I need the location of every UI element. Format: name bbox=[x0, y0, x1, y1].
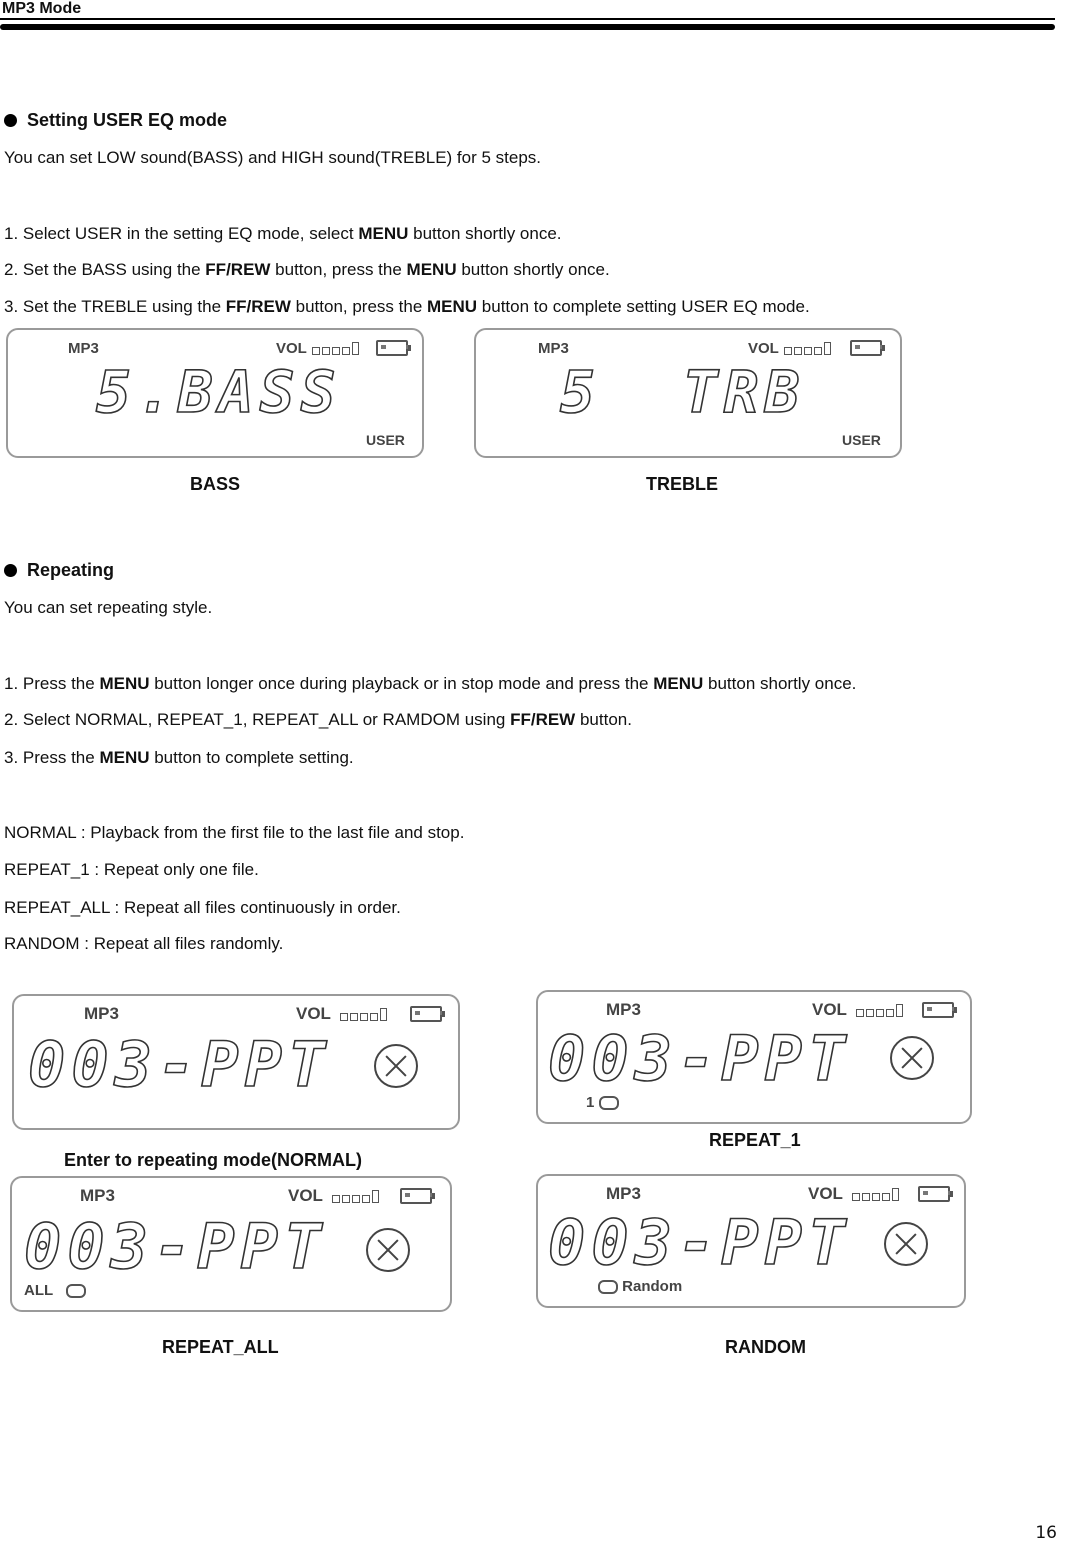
lcd-mode-label: MP3 bbox=[538, 340, 569, 357]
repeating-step-2: 2. Select NORMAL, REPEAT_1, REPEAT_ALL or RAMDOM using FF/REW button. bbox=[4, 710, 632, 729]
battery-icon bbox=[922, 1002, 954, 1018]
repeat-indicator: ALL bbox=[24, 1282, 86, 1299]
header-rule-thin bbox=[0, 18, 1055, 20]
lcd-display-repeat-all bbox=[10, 1176, 452, 1312]
lcd-display-treble bbox=[474, 328, 902, 458]
disc-icon bbox=[884, 1222, 928, 1266]
caption-normal: Enter to repeating mode(NORMAL) bbox=[64, 1150, 363, 1170]
lcd-vol-label: VOL bbox=[276, 340, 307, 357]
disc-icon bbox=[374, 1044, 418, 1088]
lcd-mode-label: MP3 bbox=[606, 1184, 641, 1203]
user-eq-step-1: 1. Select USER in the setting EQ mode, select MENU button shortly once. bbox=[4, 224, 562, 243]
mode-description-random: RANDOM : Repeat all files randomly. bbox=[4, 934, 284, 953]
lcd-eq-label: USER bbox=[842, 432, 881, 448]
repeat-icon bbox=[598, 1280, 618, 1294]
lcd-vol-label: VOL bbox=[288, 1186, 323, 1205]
lcd-eq-label: USER bbox=[366, 432, 405, 448]
user-eq-intro: You can set LOW sound(BASS) and HIGH sound(TREBLE) for 5 steps. bbox=[4, 148, 542, 167]
battery-icon bbox=[918, 1186, 950, 1202]
mode-description-repeat-1: REPEAT_1 : Repeat only one file. bbox=[4, 860, 259, 879]
caption-treble: TREBLE bbox=[646, 474, 718, 494]
page-header-title: MP3 Mode bbox=[2, 0, 82, 17]
lcd-vol-label: VOL bbox=[808, 1184, 843, 1203]
lcd-mode-label: MP3 bbox=[68, 340, 99, 357]
volume-level-icon bbox=[340, 1008, 387, 1021]
repeat-icon bbox=[66, 1284, 86, 1298]
mode-description-normal: NORMAL : Playback from the first file to the last file and stop. bbox=[4, 823, 465, 842]
volume-level-icon bbox=[312, 342, 359, 355]
mode-description-repeat-all: REPEAT_ALL : Repeat all files continuously in order. bbox=[4, 898, 401, 917]
lcd-mode-label: MP3 bbox=[606, 1000, 641, 1019]
lcd-display-normal bbox=[12, 994, 460, 1130]
battery-icon bbox=[410, 1006, 442, 1022]
repeat-icon bbox=[599, 1096, 619, 1110]
lcd-display-bass bbox=[6, 328, 424, 458]
repeating-intro: You can set repeating style. bbox=[4, 598, 213, 617]
repeating-step-3: 3. Press the MENU button to complete setting. bbox=[4, 748, 354, 767]
header-rule-thick bbox=[0, 24, 1055, 30]
caption-random: RANDOM bbox=[725, 1337, 806, 1357]
volume-level-icon bbox=[852, 1188, 899, 1201]
lcd-main-segment-text: 003-PPT bbox=[548, 1022, 852, 1095]
lcd-mode-label: MP3 bbox=[84, 1004, 119, 1023]
lcd-main-segment-text: 003-PPT bbox=[24, 1210, 328, 1283]
lcd-vol-label: VOL bbox=[748, 340, 779, 357]
disc-icon bbox=[366, 1228, 410, 1272]
lcd-main-segment-text: 5.BASS bbox=[96, 358, 342, 426]
section-heading-repeating: Repeating bbox=[4, 560, 114, 581]
lcd-vol-label: VOL bbox=[812, 1000, 847, 1019]
volume-level-icon bbox=[332, 1190, 379, 1203]
lcd-mode-label: MP3 bbox=[80, 1186, 115, 1205]
lcd-main-segment-text: 003-PPT bbox=[28, 1028, 332, 1101]
lcd-display-random bbox=[536, 1174, 966, 1308]
page-number: 16 bbox=[1035, 1523, 1057, 1543]
volume-level-icon bbox=[784, 342, 831, 355]
caption-bass: BASS bbox=[190, 474, 241, 494]
caption-repeat-1: REPEAT_1 bbox=[709, 1130, 801, 1150]
user-eq-step-3: 3. Set the TREBLE using the FF/REW button, press the MENU button to complete setting USER EQ mode. bbox=[4, 297, 810, 316]
repeat-indicator: 1 bbox=[586, 1094, 619, 1111]
lcd-vol-label: VOL bbox=[296, 1004, 331, 1023]
lcd-display-repeat-1 bbox=[536, 990, 972, 1124]
bullet-icon bbox=[4, 114, 17, 127]
section-heading-user-eq: Setting USER EQ mode bbox=[4, 110, 227, 131]
repeat-indicator: Random bbox=[598, 1278, 682, 1295]
repeating-step-1: 1. Press the MENU button longer once during playback or in stop mode and press the MENU button shortly once. bbox=[4, 674, 857, 693]
battery-icon bbox=[850, 340, 882, 356]
disc-icon bbox=[890, 1036, 934, 1080]
bullet-icon bbox=[4, 564, 17, 577]
lcd-main-segment-text: 003-PPT bbox=[548, 1206, 852, 1279]
lcd-main-segment-text: 5 TRB bbox=[560, 358, 806, 426]
battery-icon bbox=[400, 1188, 432, 1204]
caption-repeat-all: REPEAT_ALL bbox=[162, 1337, 279, 1357]
user-eq-step-2: 2. Set the BASS using the FF/REW button, press the MENU button shortly once. bbox=[4, 260, 610, 279]
volume-level-icon bbox=[856, 1004, 903, 1017]
battery-icon bbox=[376, 340, 408, 356]
